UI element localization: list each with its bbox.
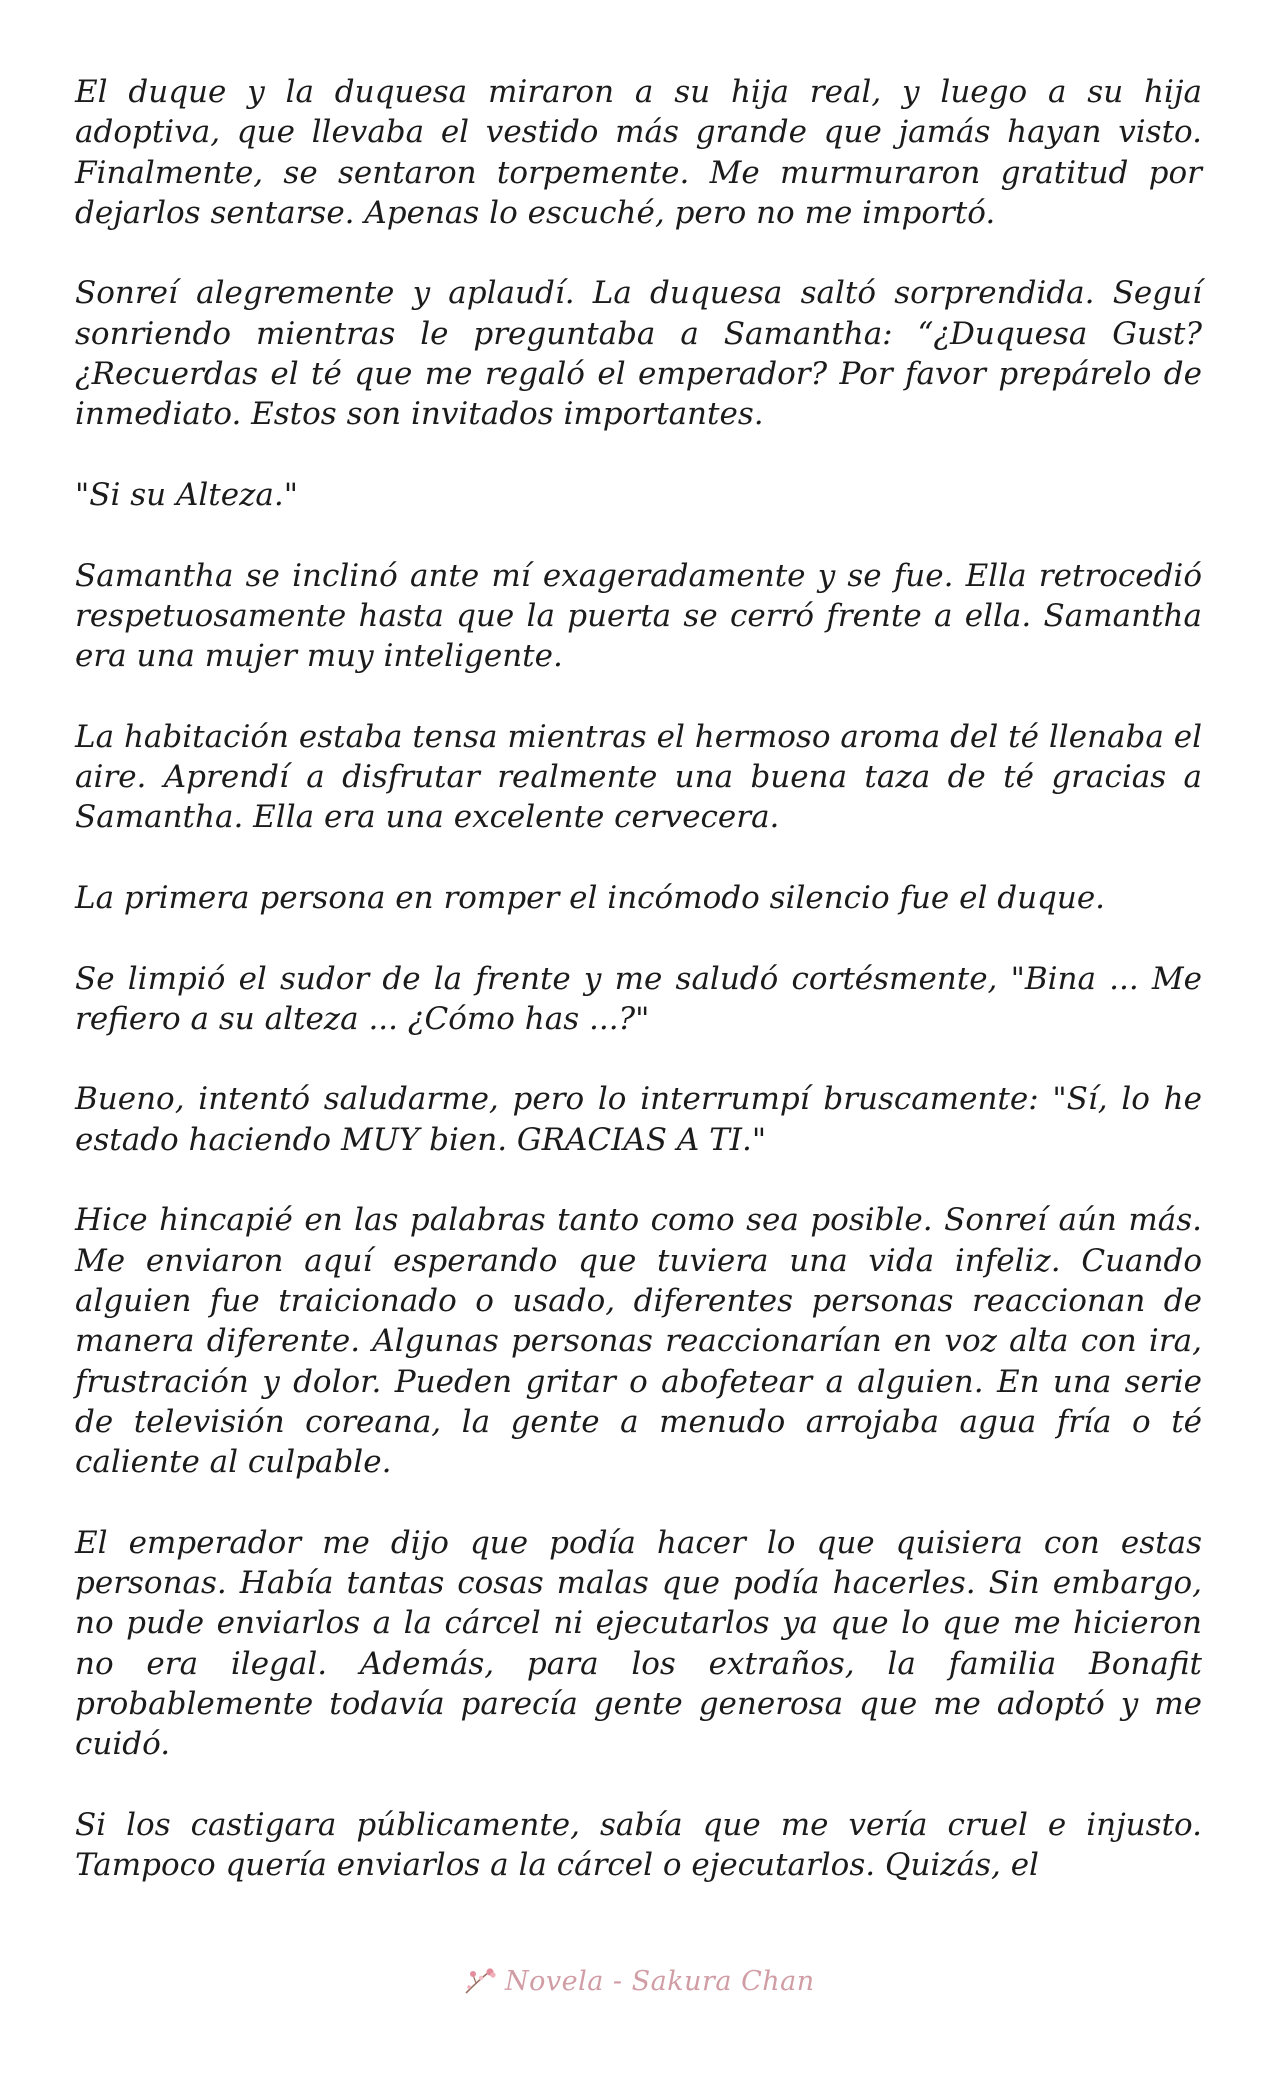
document-body (75, 72, 1202, 1885)
paragraph: Hice hincapié en las palabras tanto como sea posible. Sonreí aún más. Me enviaron aquí esperando que tuviera una vida infeliz. Cuando alguien fue traicionado o usado, diferentes personas reaccionan de manera diferente. Algunas personas reaccionarían en voz alta con ira, frustración y dolor. Pueden gritar o abofetear a alguien. En una serie de televisión coreana, la gente a menudo arrojaba agua fría o té caliente al culpable. (75, 1202, 1202, 1481)
paragraph: La habitación estaba tensa mientras el hermoso aroma del té llenaba el aire. Aprendí a disfrutar realmente una buena taza de té gracias a Samantha. Ella era una excelente cervecera. (75, 718, 1202, 836)
paragraph: La primera persona en romper el incómodo silencio fue el duque. (75, 879, 1106, 916)
watermark-text: Novela - Sakura Chan (505, 1965, 815, 1997)
paragraph: El emperador me dijo que podía hacer lo que quisiera con estas personas. Había tantas cosas malas que podía hacerles. Sin embargo, no pude enviarlos a la cárcel ni ejecutarlos ya que lo que me hicieron no era ilegal. Además, para los extraños, la familia Bonafit probablemente todavía parecía gente generosa que me adoptó y me cuidó. (75, 1524, 1202, 1763)
paragraph: "Si su Alteza." (75, 476, 299, 513)
paragraph: Se limpió el sudor de la frente y me saludó cortésmente, "Bina ... Me refiero a su alteza ... ¿Cómo has ...?" (75, 960, 1202, 1037)
paragraph: Bueno, intentó saludarme, pero lo interrumpí bruscamente: "Sí, lo he estado haciendo MUY bien. GRACIAS A TI." (75, 1081, 1202, 1158)
watermark (463, 1961, 815, 2001)
paragraph: Si los castigara públicamente, sabía que me vería cruel e injusto. Tampoco quería enviarlos a la cárcel o ejecutarlos. Quizás, el (75, 1806, 1202, 1884)
cherry-blossom-icon (463, 1966, 505, 1996)
paragraph: El duque y la duquesa miraron a su hija real, y luego a su hija adoptiva, que llevaba el vestido más grande que jamás hayan visto. Finalmente, se sentaron torpemente. Me murmuraron gratitud por dejarlos sentarse. Apenas lo escuché, pero no me importó. (75, 74, 1202, 231)
paragraph: Sonreí alegremente y aplaudí. La duquesa saltó sorprendida. Seguí sonriendo mientras le preguntaba a Samantha: “¿Duquesa Gust? ¿Recuerdas el té que me regaló el emperador? Por favor prepárelo de inmediato. Estos son invitados importantes. (75, 275, 1202, 433)
paragraph: Samantha se inclinó ante mí exageradamente y se fue. Ella retrocedió respetuosamente hasta que la puerta se cerró frente a ella. Samantha era una mujer muy inteligente. (75, 557, 1202, 675)
